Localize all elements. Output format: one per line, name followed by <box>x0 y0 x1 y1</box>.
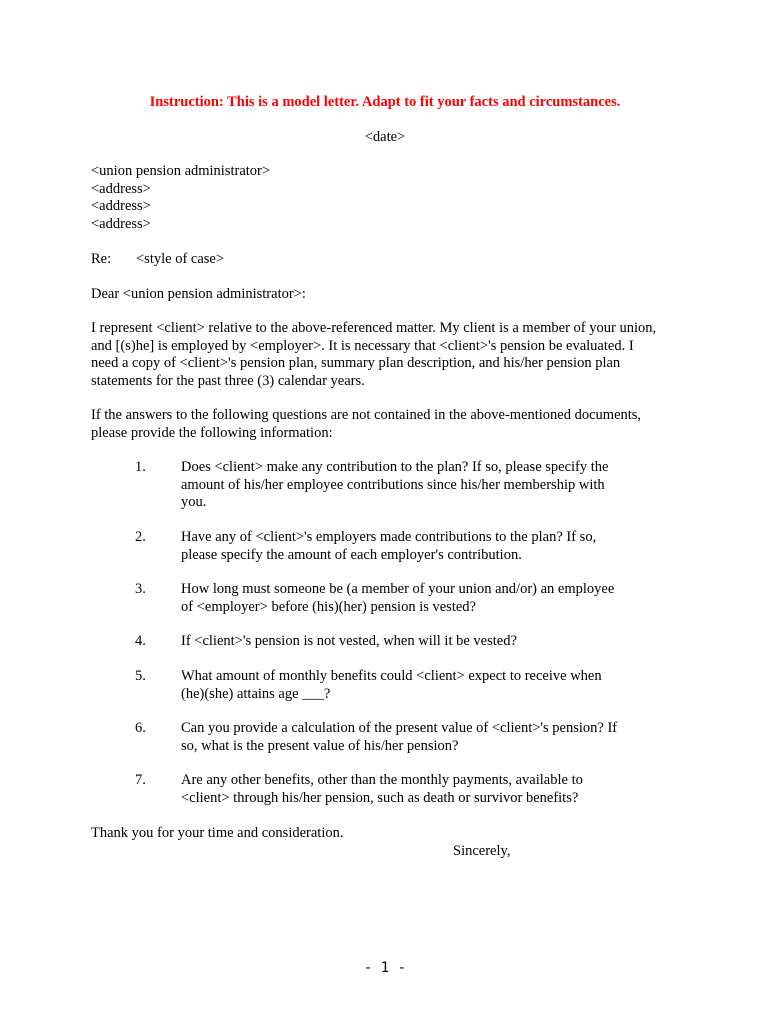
question-line: amount of his/her employee contributions since his/her membership with <box>181 476 605 493</box>
question-number: 7. <box>135 772 146 788</box>
question-text <box>181 529 596 564</box>
paragraph-line: please provide the following information: <box>91 424 333 441</box>
question-line: Does <client> make any contribution to the plan? If so, please specify the <box>181 459 609 475</box>
re-value: <style of case> <box>136 251 225 267</box>
question-line: Can you provide a calculation of the present value of <client>'s pension? If <box>181 720 618 736</box>
question-line: <client> through his/her pension, such as death or survivor benefits? <box>181 789 579 806</box>
question-text <box>181 720 617 755</box>
paragraph-line: If the answers to the following questions are not contained in the above-mentioned documents, <box>91 407 642 423</box>
instruction-note: Instruction: This is a model letter. Adapt to fit your facts and circumstances. <box>149 94 621 110</box>
question-number: 1. <box>135 459 146 475</box>
recipient-name: <union pension administrator> <box>91 163 271 179</box>
recipient-address-block <box>91 163 270 233</box>
letter-date: <date> <box>364 129 406 145</box>
signoff: Sincerely, <box>453 843 511 859</box>
question-text <box>181 581 614 616</box>
question-number: 2. <box>135 529 146 545</box>
paragraph-line: and [(s)he] is employed by <employer>. It is necessary that <client>'s pension be evaluated. I <box>91 337 634 354</box>
request-paragraph <box>91 407 641 442</box>
question-line: What amount of monthly benefits could <client> expect to receive when <box>181 668 602 684</box>
re-label: Re: <box>91 251 112 267</box>
question-text <box>181 668 602 703</box>
question-number: 5. <box>135 668 146 684</box>
question-line: Are any other benefits, other than the monthly payments, available to <box>181 772 583 788</box>
intro-paragraph <box>91 320 656 390</box>
question-number: 3. <box>135 581 146 597</box>
question-number: 4. <box>135 633 146 649</box>
question-number: 6. <box>135 720 146 736</box>
question-line: of <employer> before (his)(her) pension is vested? <box>181 598 476 615</box>
paragraph-line: need a copy of <client>'s pension plan, summary plan description, and his/her pension plan <box>91 355 621 371</box>
question-line: If <client>'s pension is not vested, when will it be vested? <box>181 633 517 649</box>
address-line: <address> <box>91 180 151 197</box>
question-text <box>181 772 583 807</box>
address-line: <address> <box>91 215 151 232</box>
question-line: you. <box>181 494 207 510</box>
address-line: <address> <box>91 198 151 214</box>
page-number: - 1 - <box>363 960 407 976</box>
closing-line: Thank you for your time and consideration. <box>91 825 344 841</box>
question-line: (he)(she) attains age ___? <box>181 685 331 702</box>
paragraph-line: I represent <client> relative to the above-referenced matter. My client is a member of your union, <box>91 320 657 336</box>
paragraph-line: statements for the past three (3) calendar years. <box>91 372 365 389</box>
salutation: Dear <union pension administrator>: <box>91 286 306 302</box>
question-line: How long must someone be (a member of your union and/or) an employee <box>181 581 615 597</box>
question-text <box>181 459 608 512</box>
question-line: please specify the amount of each employer's contribution. <box>181 546 522 563</box>
question-line: so, what is the present value of his/her pension? <box>181 737 459 754</box>
question-line: Have any of <client>'s employers made contributions to the plan? If so, <box>181 529 597 545</box>
question-text <box>181 633 517 651</box>
